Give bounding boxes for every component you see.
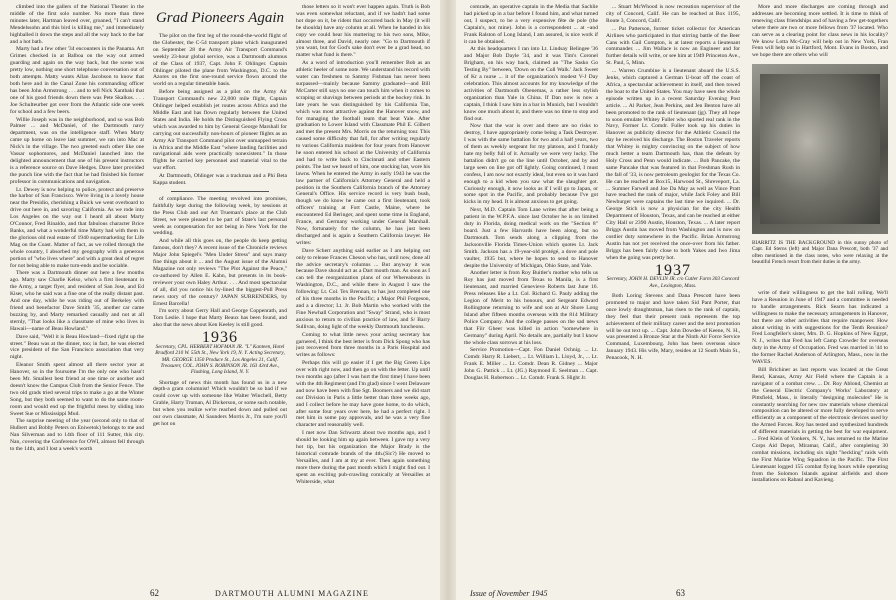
left-column-1 <box>10 4 144 586</box>
right-page <box>456 0 896 600</box>
paragraph: The pilot on the first leg of the round-the-world flight of the Globester, the C-54 transport plane which inaugurated on September 28 the Army Air Transport Command's weekly 23-hour global service, was a Dartmouth alumnus of the Class of 1937, Capt. John F. Ohlinger. Captain Ohlinger piloted the plane from Washington, D.C. to the Azores on the first one-round service flown around the world on a regular timetable basis. <box>153 33 287 88</box>
paragraph: climbed into the gallers of the National Theater in the middle of the first solo number. No more than three minutes later, Hartman leaved over, groaned, "I can't stand Mendelssohn and this bird is killing me," and immediately highballed it down the steps and all the way back to the bar and a hot bath. <box>10 4 144 45</box>
paragraph: The surprise meeting of the year (second only to that of Hulbert and Bobby Peters on Eniwetok) belongs to me and Nan Silverman and to 14th floor of 111 Sutter, this city. Nan, covering the Conference for OWI, almost fell through to the 14th, and I lost a week's worth <box>10 418 144 453</box>
magazine-title: DARTMOUTH ALUMNI MAGAZINE <box>215 589 369 598</box>
paragraph: Shortage of news this month has found us in a new depth-a gram columnist! Which wouldn't be so bad if we could cover up with someone like Walter Winchell, Betty Grable, Harry Truman, Al Dickerson, or some such notable, but when you realize we're reached down and pulled out our own classmate, Al Saunders Morris Jr., I'm sure you'll get hot on <box>153 379 287 427</box>
paragraph: Both Loring Stevens and Dana Prescott have been promoted to major and have taken Sid Pant Porter, that once lowly draughtsman, has risen to the rank of captain, they feel that their present rank represents the top achievement of their military career and the next promotion will be out text up. ... Capt. John Dowdee of Keene, N. H., was presented a Bronze Star at the Ninth Air Force Service Command, Luxembourg. John has been overseas since January 1943. His wife, Mary, resides at 12 South Main St., Penacook, N. H. <box>606 293 740 362</box>
paragraph: I'm sorry about Gerry Hall and George Coppenrath, and Tom Leslie. I hope that Marty Beaux has been found, and also that the news about Ken Keeley is still good. <box>153 308 287 329</box>
left-column-2 <box>153 4 287 586</box>
left-page <box>0 0 440 600</box>
paragraph: There was a Dartmouth dinner out here a few months ago. Marty saw Charlie Kelso, who's a first lieutenant in the Army, a target flyer, and resident of San Jose, and Ed Kiser, who he said was a fine one of the really distant past. And one day, while he was riding out of Berkeley with friend and benefactor Dave Smith '35, another car came buzzing by, and Marty remarked casually and not at all sternly, "That looks like a classmate of mine who lives in Hawaii—name of Beau Howland." <box>10 270 144 332</box>
divider <box>171 191 269 192</box>
paragraph: Dave said, "Well it is Beau Howland—fixed right up the street." Beau was at the dinner, too; in fact, he was elected vice president of the San Francisco association that very night. <box>10 333 144 361</box>
right-page-number: 63 <box>676 588 685 598</box>
paragraph: Bill Brichiner as last reports was located at the Great Bend, Kansas, Army Air Field where the Captain is a navigator of a combat crew. ... Dr. Roy Ablond, Chemist at the General Electric Company's Works' Laboratory at Pittsfield, Mass., is literally "designing molecules" He is constantly searching for new raw materials whose chemical composition can be altered or more fully developed to serve efficiently as a component of the electronic devices used by the Armed Forces. Roy has tested and synthesized hundreds of different materials in getting the best for war equipment. ... Fred Klein of Yonkers, N. Y., has returned to the Marine Corps Aid Depot, Miramar, Calif., after completing 30 combat missions, including six night "heckling" raids with the First Marine Wing Squadron in the Pacific. The First Lieutenant logged 155 combat flying hours while operating from the Solomon Islands against airfields and shore installations on Rabaul and Kavieng. <box>752 366 888 484</box>
paragraph: Lt. Dewey is now helping to police, protect and preserve the harbor of San Francisco. We're living in a lovely house near the Presidio, cherishing a Buick we went overboard to drive out here in, and savoring California. As we rode into Los Angeles on the way out I heard all about Marty O'Connor, Fred Rinaldo, and that fabulous character Brice Banks, and what a wonderful time Marty had with them in the glorious old real estate of 1940 supermarketing for Life Mag on the Coast. Matter of fact, as we rolled through the whole country, I absorbed my geography with a generous portion of "who lives where" and with a great deal of regret for not being able to make turn-ends and be sociable. <box>10 186 144 269</box>
class-year-heading: 1936 <box>202 329 238 347</box>
paragraph: Marty had a few other '34 encounters in the Panama. Art Grimes checked in at Balboa on the way out armed guarding and again on the way back, but the scene was pretty low, nothing one short telephone conversation out of both attempts. Matty wants Allan Jacobson to know that both here and in the Canal Zone his commanding officer has been John Armstrong . . . and to tell Nick Xanthaki that one of his good friends down there was Pete Skalkos. . . . Joe Schulteurber got over from the Atlantic side one week for school and a few beers. <box>10 46 144 115</box>
class-secretary-address: Secretary, CPL. HERBERT HOFMAN JR. "L" Kanteen, Hotel Bradford 210 W. 55th St., New York 19, N. Y. Acting Secretary, MR. GEORGE 1350 Produce St., Los Angeles 21, Calif. Treasurer, COL. JOHN S. ROBINSON JR. 163 43rd Ave., Flushing, Long Island, N. Y. <box>155 344 285 376</box>
paragraph: Willie Joseph was in the neighborhood, and so was Bob Palmer ... and McDaniel, of the Dartmouth navy department, was on the intelligence staff. When Marty came up home on leave last summer, we ran into Mac at Nick's in the village. The two greeted each other like one Vassar sophomores, and McDaniel launched into the delighted announcement that one of his present instructors is a reference source on Dave Hedges. Dave later provided the punch line with the fact that he had finished his former professor in communications and navigation. <box>10 116 144 185</box>
paragraph: At Dartmouth, Ohlinger was a trackman and a Phi Beta Kappa student. <box>153 173 287 187</box>
paragraph: Dave Scherr anything said earlier as I am helping out only to release Frances Cheson who has, until now, done all the advice secretary's columns ... But anyway it was because Dave should act as a Dart mouth man. As soon as I can tell the reorganization plans of our Whereabouts in Washington, D.C., and while there in August I saw the following: Lt. Col. Tex Brennan, to has just completed one of his three months in the Pacific; a Major Phil Forgeson, and a a director; Lt. Jr. Bob Martin who worked with the Fine Newhall Corporation and "Sway" Strand, who is most anxious to return to civilian practice of law, and S/ Barry Sullivan, doing light of the weekly Dartmouth luncheons. <box>296 247 430 330</box>
left-page-number: 62 <box>150 588 159 598</box>
right-column-1 <box>464 4 598 586</box>
class-secretary-address: Secretary, JOHN H. DEVLIN JR. c/o Cutler Farm 303 Concord Ave., Lexington, Mass. <box>606 276 740 289</box>
paragraph: As a word of introduction you'll remember Bob as an athletic heeler of some note. We understand his record with water can freshmen to Sammy Fishman has never been surpassed—mainly because Sammy graduated—and Bill McCarter still says no one can touch him when it comes to scraping or shavings between periods at the hockey rink. In late years he was distinguished by his California Tan, which was most attractive against the Hanover snow, and for managing the football team that beat Yale. After graduation to Lower Island with Classmate Phil E. Gilbert and met the present Mrs. Morris on the returning tour. This caused some difficulty that fall, for after writing regularly to various California maidens for four years from Hanover he soon entered his school at the University of California and had to write back to Cincinnati and other Eastern points. The last we heard of him, one stocking hat, wore his lawns. When he entered the Army in early 1943 he was the law partner of California's Attorney General and held a position in the Southern California branch of the Attorney General's Office. His service record is very bush bush, though we do know he came out a first lieutenant, took officers' training at Fort Castle, Maine, where he encountered Ed Beringer, and spent some time in England, France, and Germany working under General Marshall. Now, fortunately for the column, he has just been discharged and is again a Southern California lawyer. He writes: <box>296 60 430 246</box>
left-column-3 <box>296 4 430 586</box>
paragraph: Before being assigned as a pilot on the Army Air Transport Command's new 22,000 mile flight, Captain Ohlinger helped establish jet routes across Africa and the Middle East and has flown regularly between the United States and India. He holds the Distinguished Flying Cross which was awarded to him by General George Marshall for carrying out successfully non-hours of pioneer flights as an Army Air Transport Command pilot over unmapped terrain in Africa and the Middle East "where landing facilities and navigational aids were practically nonexistent." In those flights he carried key personnel and material vital to the war effort. <box>153 89 287 172</box>
paragraph: Service Promotion—Capt. Fon Daniel Ochnig. ... Lt. Comdr. Harry R. Liebert, ... Lt. William L. Lloyd, Jr., ... Lt. Frank E. Miller ... Lt. Comdr. Dean R. Gidney ... Major John G. Pattick ... Lt. (JG.) Raymond E. Seelman ... Capt. Douglas H. Robertson ... Lt. Comdr. Frank S. Hight Jr. <box>464 347 598 382</box>
photo-image <box>760 74 880 224</box>
paragraph: write of their willingness to get the ball rolling. We'll have a Reunion in June of 1947 and a committee is needed to handle arrangements. Rick Searrs has indicated a willingness to make the necessary arrangements in Hanover, but there are other activities that require manpower. How about writing in with suggestions for the Tenth Reunion? Fred Longfeller's sister, Mrs. D. G. Hopkins of New Egypt, N. J., writes that Fred has left Camp Crowder for overseas duty in the Army of Occupation. Fred was married in '44 to the former Rachel Anderson of Arlington, Mass., now in the WAVES. <box>752 290 888 366</box>
paragraph: those letters so it won't ever happen again. Truth is Bob was even somewhat reluctant, and if we hadn't had some hot dope on it, be rident that occurred back in May (it will be shoulda) have any column at all. When he handed in his copy we could hear his muttering to his two sons, Mike, almost three, and David, nearly one: "Go to Dartmouth if you want, but for God's sake don't ever be a grad head, no matter what fund is there." <box>296 4 430 59</box>
page-gutter <box>440 0 456 600</box>
paragraph: More and more discharges are coming through and addresses are becoming more settled. It is time to think of renewing class friendships and of having a few get-togethers where there are two or more fellows from '37 located. Who can serve as a clearing point for class news in his locality? We know Lotta Mc-Cray will help out in New York, Fran Fenn will help out in Hartford, Mont. Evans in Boston, and we hope there are others who will <box>752 4 888 59</box>
paragraph: Coming to what little news your acting secretary has garnered, I think the best letter is from Dick Spong who has just recovered from three months in a Paris Hospital and writes as follows: <box>296 331 430 359</box>
class-year-heading: 1937 <box>655 261 691 279</box>
paragraph: Perhaps this will go easier if I get the Big Green Lips over with right now, and then go on with the letter. Up until two months ago (after I was hurt the first time) I have been with the 4th Regiment (and I'm glad) since I went Delaware and now have been with fine Sgt. Boomers and we did start our Division in Paris a little better than three weeks ago, and I collect before he may have gone home, to do which, after some four years over here, he had a perfect right. I met him in some pay approvals, and he was a very fine character and reasonably well. <box>296 360 430 429</box>
paragraph: of compliance. The meeting revolved into promises, faithfully kept during the following week, by sessions at the Press Club and our Art Trueman's place at the Club Street, we were pleased to be part of State's last personal week as compensation for not being in New York for the wedding. <box>153 195 287 237</box>
paragraph: ... Stuart McWhood is now recreation supervisor of the city of Concord, Calif. He can be reached at Box 1195, Route 3, Concord, Calif. <box>606 4 740 24</box>
feature-headline: Grad Pioneers Again <box>155 10 285 26</box>
right-column-3-top <box>752 4 888 62</box>
paragraph: Now that the war is over and there are no risks to destroy, I have appropriately come being a Task Destroyer. I was with the same battalion for two and a half years, two of them as weekly sergeant for my platoon, and I frankly hate my belly full of it. Actually we were very lucky. The battalion didn't go on the line until October, and by and large seen on line got off lightly. Going continued, I must confess, I am now not exactly ideal, but even so it was hard enough to a kid when you saw what the slaughter got. Curiously enough, it now looks as if I will go to Japan, or some spot in the Pacific, and probably because I've got kicks in my head. It is almost anxious to get going. <box>464 123 598 206</box>
photo-biarritz <box>752 64 888 234</box>
right-column-2 <box>606 4 740 586</box>
paragraph: I met now Dan Schwartz about two months ago, and I should be looking him up again between. I gave my a very hot tip, but his organization the Major Brady is the historical comrade brands of the 4th.(Sic?) He moved to Versailles, and I am at my at ever. Then again something more there during the past month which I might find out. I spent an exciting pub-crawling comically at Versailles at Whiterside, what <box>296 430 430 485</box>
paragraph: comrade, an operative captain in the Media that Sachlie had picked up in a bar before I found him, and what turned out, I suspect, to be a very expensive fête de pole (the Captain's, not mine). John is a correspondent ... at ~and Frank Ralston of Long Island, I am assured, is nice work if it can be obtained. <box>464 4 598 45</box>
paragraph: Another letter is from Roy Buitler's mother who tells us Roy has just moved from Texas to Manila, is a first lieutenant, and married Genevieve Roberts last June 16. Press releases like a Lt. Col. Richard G. Pauly adding the Legion of Merit to his honours, and Sergeant Edward Rollingtone returning to wife and son at Air Shore Long Island after fifteen months overseas with the 814 Military Police Company. And the college passes on the sad news that Fiir Gheer was killed in action "somewhere in Germany" during April. No details are, partially but I know the whole class sorrows at his loss. <box>464 270 598 346</box>
issue-label: Issue of November 1945 <box>470 589 548 598</box>
paragraph: Eleanor Smith spent almost all there sector year at Hanover, so in the foursome I'm the only one who hasn't been Mr. Smallest best friend at one time or another and doesn't know the Campus Club from the Senior Fence. The two old grads tried several trips to make a go at the Winter Song, but they both seemed to want to do the same room-room and would end up the frightful mess by sliding into Sweet Sue or Mississippi Mud. <box>10 362 144 417</box>
right-column-3-lower <box>752 290 888 586</box>
paragraph: Next, M.D. Captain Tom Lane writes that after being a patient in the W.P.F.A. since last October he is on limited duty in Florida, doing medical work on the "Section 8" board. Just a few Harvards have been along, but no Dartmouth. Tom sends along a clipping from the Jacksonville Florida Times-Union which quotes Lt. Jack Smith. Jackson has a 19-year-old protégé, a dove and pole vaulter, 1935 but, where he hopes to send to Hanover despite the University of Michigan, Ohio State, and Yale. <box>464 207 598 269</box>
paragraph: At this headquarters I ran into Lt. Lindsay Belingee '36 and Major Bob Dayle '34, and it was Tim's Coronel Brigham, on his way back, claimed an "The Sasko Go Testing By" between, 'Down on the Coll Walk.' Jack Sweet of Kr a nurse ... it of the organization's modest V-J Day celebration. This almost accounts for my knowledge of the activities of Dartmouth Obenemas, a rather less stylish organization than Yale in China. If Dan now is now a captain, I think I saw him in a bar in Munich, but I wouldn't know one much about it, and there was no time to stop and find out. <box>464 46 598 122</box>
paragraph: ... Pat Patterson, former ticket collector for American Airlines who participated in that stirring battle of the Beer Cans with Gail Compton, is at latest reports a lieutenant commander. ... Jim Wallace is now an Engineer and for further details will write, or see him at 1949 Princeton Ave., St. Paul, 5, Minn. <box>606 25 740 67</box>
photo-caption: BIARRITZ IS THE BACKGROUND in this sunny photo of Capt. Ed Sterns (left) and Major Dana Prescott, both '37 and often mentioned in the class notes, who were relaxing at the beautiful French resort from their duties in the army. <box>752 240 888 266</box>
paragraph: And while all this goes on, the people do keep getting famous, don't they? A recent issue of the Chronicle reviews Major John Spiegel's "Men Under Stress" and says many fine things about it ... and the August issue of the Alumni Magazine not only reviews "The Plot Against the Peace," co-authored by Allen E. Kahn, but presents in its book-reviewer your own Haley Arthur. . . . And most spectacular of all, did you notice his by-lined the biggest-Pull Press news story of the century? JAPAN SURRENDERS, by Ernest Barcella! <box>153 238 287 307</box>
paragraph: ... Warren Crumbine is a lieutenant aboard the U.S.S. Jenks, which captured a German U-boat off the coast of Africa, a spectacular achievement in itself, and then towed the boat to the United States. You may have seen the whole episode written up in a recent Saturday Evening Post article. ... Al Parker, Jean Perkins, and Jen Benton have all been promoted to the rank of lieutenant (jg). They all hope to soon emulate Whitey Fuller who sported real rank in the Navy, Former Lt. Comdr. Fuller took up his duties in Hanover as publicity director for the Athletic Council the day he received his discharge. The Boston Traveler reports that Whitey is mighty convincing on the subject of how much better a team Dartmouth has, than the defeats by Holy Cross and Penn would indicate. ... Bob Pancake, the same Pancake that was featured in that Freshman Rush in the fall of '33, is now petroleum geologist for the Texas Co. He can be reached at Box15, Harwood St., Shreveport, La. ... Sumner Farwell and Joe Da May as well as Vince Pratt have reached the rank of major, while Jack Foley and Bill Newburger were captains the last time we inquired. ... Dr. George Stich is now a physician for the city Health Department of Houston, Texas, and can be reached at either City Hall or 2390 Austin, Houston, Texas. ... A later report Briggs Austin has moved from Washington and is now on costlier duty somewhere in the Pacific. Brian Armstrong Austin has not yet received the once-over from his father. Briggs has been fairly close to both Yakes and Iwo Jima when the going was pretty hot. <box>606 68 740 261</box>
